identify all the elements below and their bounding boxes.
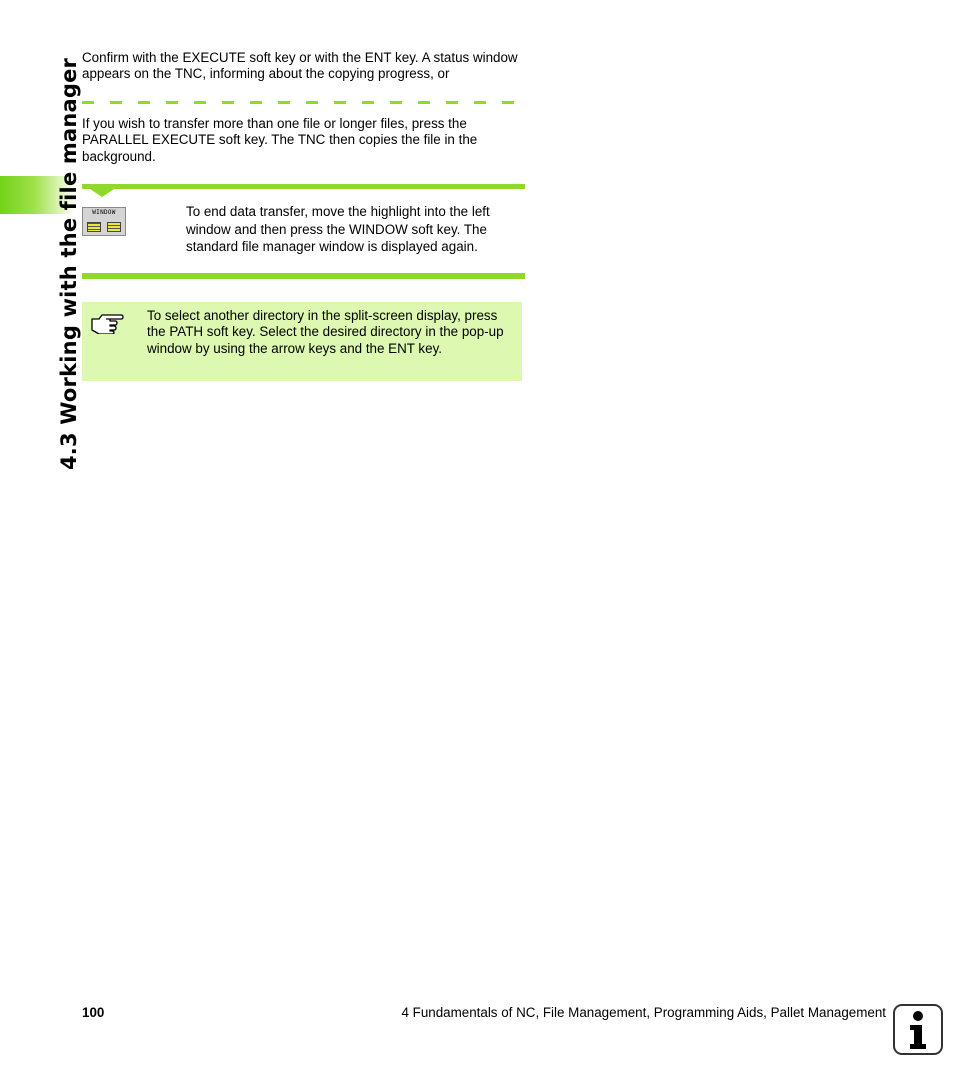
dashed-separator <box>82 101 518 104</box>
tip-box <box>82 302 522 381</box>
page-number: 100 <box>82 1005 105 1020</box>
softkey-step-text: To end data transfer, move the highlight into the left window and then press the WINDOW soft key. The standard file manager window is displayed again. <box>186 204 490 254</box>
window-softkey-icon <box>82 207 126 236</box>
step-top-bar <box>82 184 525 189</box>
step-bottom-bar <box>82 273 525 279</box>
paragraph-confirm: Confirm with the EXECUTE soft key or with the ENT key. A status window appears on the TNC, informing about the copying progress, or <box>82 50 518 82</box>
step-arrow-icon <box>90 189 114 197</box>
softkey-label: WINDOW <box>92 209 116 216</box>
split-window-right-icon <box>107 222 121 232</box>
tip-text: To select another directory in the split-screen display, press the PATH soft key. Select the desired directory in the pop-up window by using the arrow keys and the ENT key. <box>147 308 504 356</box>
pointing-hand-icon <box>90 310 124 334</box>
split-window-left-icon <box>87 222 101 232</box>
paragraph-parallel-execute: If you wish to transfer more than one file or longer files, press the PARALLEL EXECUTE soft key. The TNC then copies the file in the background. <box>82 116 478 164</box>
chapter-footer: 4 Fundamentals of NC, File Management, Programming Aids, Pallet Management <box>401 1005 886 1020</box>
info-icon <box>893 1004 943 1055</box>
section-title: 4.3 Working with the file manager <box>57 57 81 470</box>
